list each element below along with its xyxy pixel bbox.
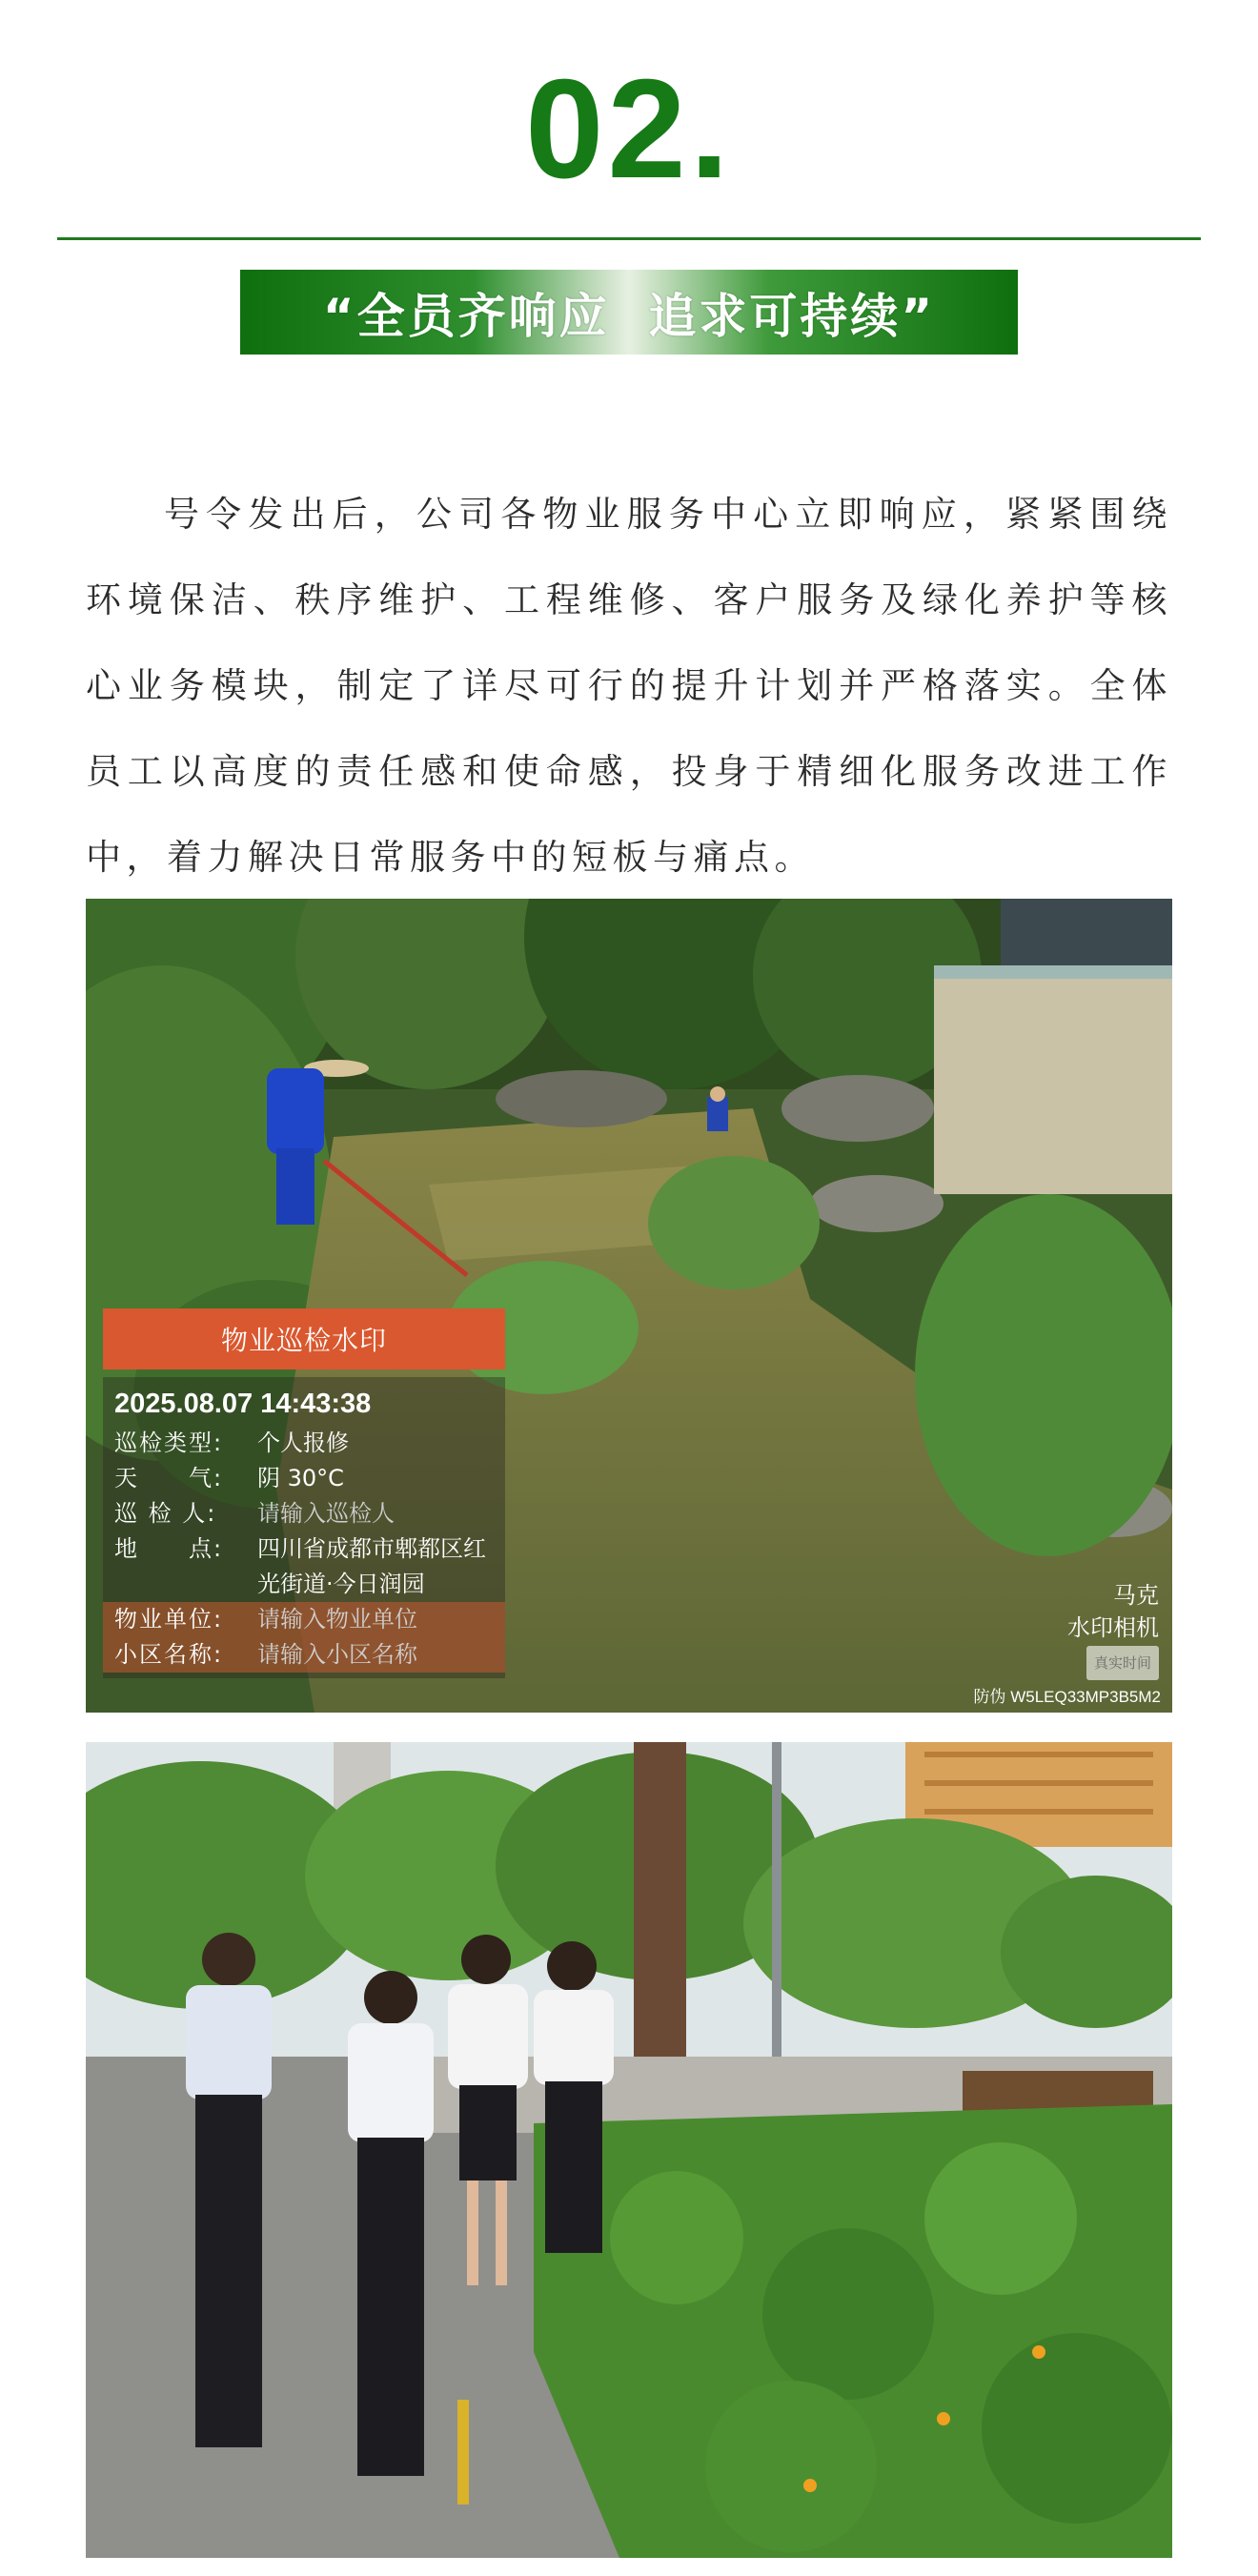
watermark-row-weather: 天 气: 阴 30°C — [114, 1465, 344, 1491]
watermark-row-inspector: 巡 检 人: 请输入巡检人 — [114, 1500, 395, 1527]
watermark-row-company: 物业单位: 请输入物业单位 — [114, 1606, 417, 1633]
real-time-badge: 真实时间 — [1086, 1646, 1159, 1680]
slogan-text: “全员齐响应 追求可持续” — [322, 288, 936, 344]
brand-line-2: 水印相机 — [1067, 1614, 1159, 1641]
inspection-watermark — [103, 1308, 505, 1678]
watermark-title: 物业巡检水印 — [103, 1308, 505, 1369]
anti-fake-code: 防伪 W5LEQ33MP3B5M2 — [973, 1688, 1161, 1706]
section-number: 02. — [525, 51, 733, 208]
brand-line-1: 马克 — [1113, 1582, 1159, 1609]
article-paragraph: 号令发出后，公司各物业服务中心立即响应，紧紧围绕环境保洁、秩序维护、工程维修、客户服务及绿化养护等核心业务模块，制定了详尽可行的提升计划并严格落实。全体员工以高度的责任感和使命感，投身于精细化服务改进工作中，着力解决日常服务中的短板与痛点。 — [86, 494, 1172, 878]
greenery-inspection-photo — [86, 1742, 1172, 2558]
pond-cleaning-photo — [86, 899, 1172, 1713]
staff-inspection-illustration — [86, 1742, 1172, 2558]
watermark-row-type: 巡检类型: 个人报修 — [114, 1430, 349, 1456]
watermark-row-community: 小区名称: 请输入小区名称 — [114, 1641, 417, 1668]
watermark-camera-brand — [1067, 1579, 1159, 1680]
divider-line — [57, 237, 1201, 240]
watermark-details — [103, 1377, 505, 1678]
watermark-row-location: 地 点: 四川省成都市郫都区红光街道·今日润园 — [114, 1535, 486, 1597]
watermark-org-block — [103, 1602, 505, 1673]
slogan-banner — [240, 270, 1018, 355]
watermark-datetime: 2025.08.07 14:43:38 — [114, 1389, 372, 1419]
